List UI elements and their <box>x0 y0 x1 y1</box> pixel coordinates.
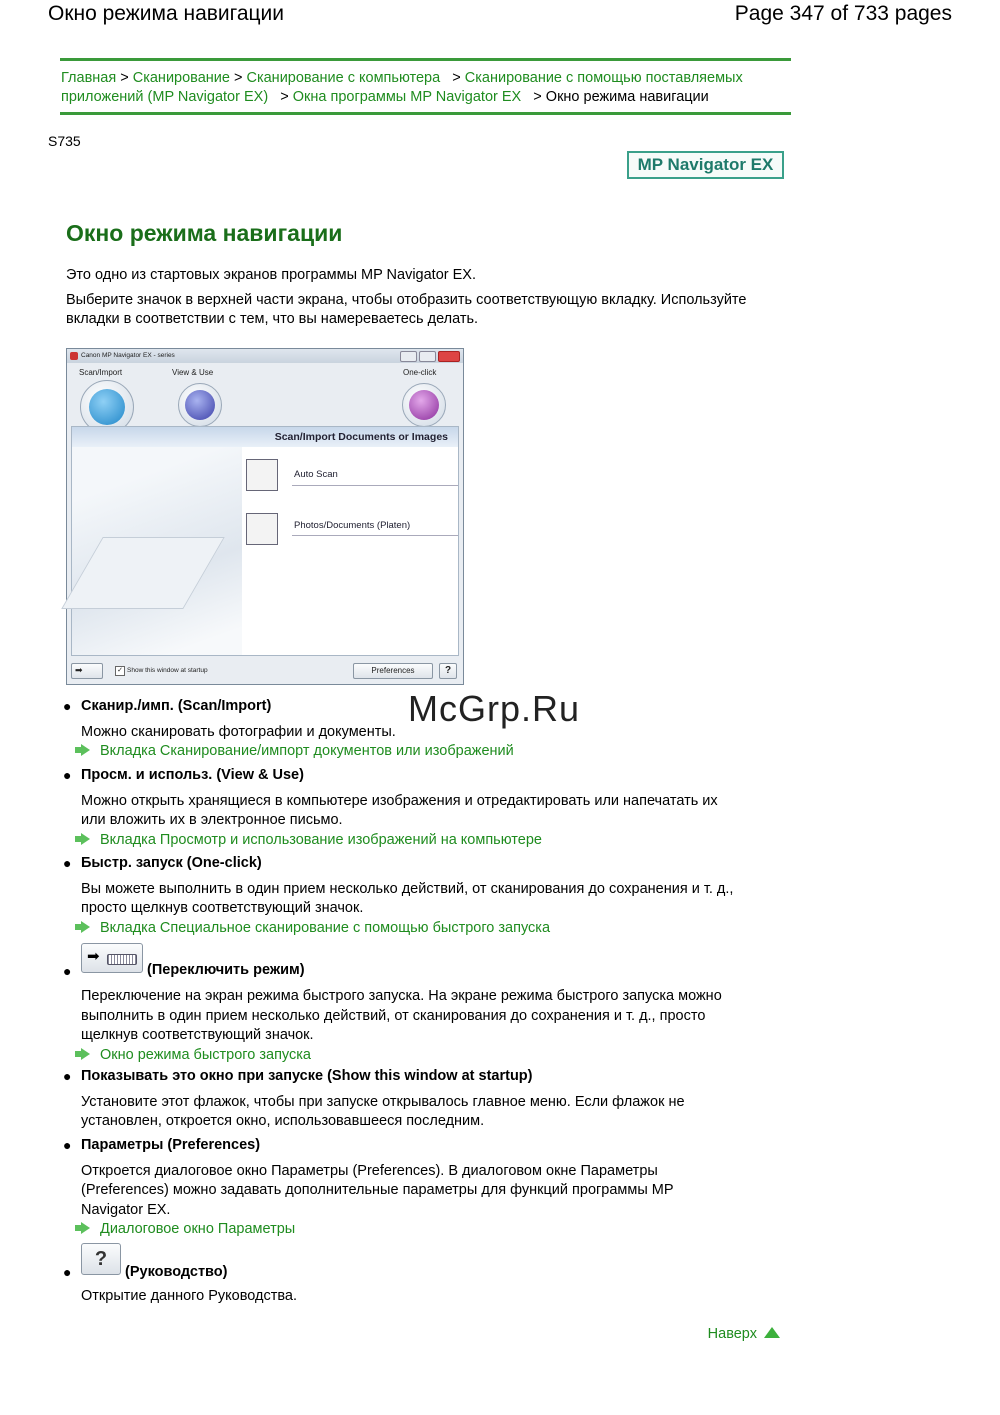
item-link[interactable] <box>81 1046 781 1066</box>
scanner-lid-shape <box>61 537 225 609</box>
bullet: ● <box>63 1137 72 1153</box>
item-text: выполнить в один прием несколько действий, от сканирования до сохранения и т. д., просто <box>81 1007 706 1024</box>
item-title: Параметры (Preferences) <box>81 1137 261 1153</box>
green-arrow-icon <box>81 921 97 933</box>
item-title-row <box>81 943 781 977</box>
breadcrumb-home[interactable]: Главная <box>61 70 117 86</box>
item-title: (Руководство) <box>125 1264 228 1280</box>
bullet: ● <box>63 1068 72 1084</box>
option-auto-scan[interactable]: Auto Scan <box>294 469 338 480</box>
item-link-text: Вкладка Специальное сканирование с помощью быстрого запуска <box>100 919 551 936</box>
help-icon: ? <box>81 1243 121 1275</box>
intro-line-3: вкладки в соответствии с тем, что вы намереваетесь делать. <box>66 311 479 327</box>
item-link[interactable] <box>81 831 781 851</box>
help-button[interactable]: ? <box>439 663 457 679</box>
list-item <box>63 1243 781 1307</box>
header-title: Окно режима навигации <box>48 2 285 25</box>
item-link-text: Окно режима быстрого запуска <box>100 1046 311 1063</box>
breadcrumb-scan-from-computer[interactable]: Сканирование с компьютера <box>246 70 441 86</box>
arrow-right-icon: ➡ <box>87 948 100 965</box>
intro-line-2: Выберите значок в верхней части экрана, чтобы отобразить соответствующую вкладку. Используйте <box>66 292 747 308</box>
item-link-text: Вкладка Сканирование/импорт документов или изображений <box>100 743 514 759</box>
item-title: Сканир./имп. (Scan/Import) <box>81 698 272 714</box>
back-to-top-label: Наверх <box>707 1326 757 1342</box>
breadcrumb-separator: > <box>452 70 461 86</box>
breadcrumb-scanning[interactable]: Сканирование <box>132 70 230 86</box>
list-item <box>63 854 781 938</box>
scanner-illustration <box>72 447 242 655</box>
tab-scan-import-label: Scan/Import <box>79 368 123 377</box>
switch-mode-icon <box>81 943 143 973</box>
show-at-startup-checkbox[interactable]: ✓ <box>115 666 125 676</box>
show-at-startup-label: Show this window at startup <box>127 667 208 674</box>
list-item <box>63 943 781 1065</box>
breadcrumb-scan-with-apps-line2: приложений (MP Navigator EX) <box>61 89 269 105</box>
item-title-row <box>81 1243 781 1280</box>
item-title: Показывать это окно при запуске (Show this window at startup) <box>81 1068 533 1084</box>
bullet: ● <box>63 767 72 783</box>
tab-one-click[interactable] <box>402 383 446 427</box>
one-click-icon <box>409 390 439 420</box>
item-text: щелкнув соответствующий значок. <box>81 1027 314 1043</box>
green-arrow-icon <box>81 744 97 756</box>
product-badge: MP Navigator EX <box>627 151 784 179</box>
item-text: Вы можете выполнить в один прием несколько действий, от сканирования до сохранения и т. д., <box>81 880 734 897</box>
item-text: Переключение на экран режима быстрого запуска. На экране режима быстрого запуска можно <box>81 988 722 1004</box>
maximize-icon[interactable] <box>419 351 436 362</box>
list-item <box>63 1067 781 1132</box>
item-text: Можно открыть хранящиеся в компьютере изображения и отредактировать или напечатать их <box>81 792 718 809</box>
watermark: McGrp.Ru <box>408 688 581 729</box>
tab-one-click-label: One-click <box>403 368 437 377</box>
option-divider <box>292 535 458 536</box>
page-title: Окно режима навигации <box>66 220 343 246</box>
scanner-icon <box>89 389 125 425</box>
bullet: ● <box>63 698 72 714</box>
panel-header: Scan/Import Documents or Images <box>72 427 458 447</box>
item-text: Navigator EX. <box>81 1201 171 1218</box>
preferences-button[interactable] <box>353 663 433 679</box>
switch-mode-button[interactable] <box>71 663 103 679</box>
option-divider <box>292 485 458 486</box>
item-text: Открытие данного Руководства. <box>81 1288 298 1304</box>
item-text: Можно сканировать фотографии и документы. <box>81 723 396 740</box>
green-arrow-icon <box>81 1222 97 1234</box>
tab-view-use[interactable] <box>178 383 222 427</box>
bullet: ● <box>63 1264 72 1280</box>
window-title: Canon MP Navigator EX - series <box>67 349 463 363</box>
model-label: S735 <box>48 133 81 149</box>
breadcrumb <box>60 58 791 115</box>
item-title: Быстр. запуск (One-click) <box>81 855 262 871</box>
option-photos-documents[interactable]: Photos/Documents (Platen) <box>294 520 411 531</box>
list-item <box>63 766 781 850</box>
breadcrumb-separator: > <box>120 70 129 86</box>
item-text: установлен, откроется окно, использовавшееся последним. <box>81 1113 485 1129</box>
breadcrumb-scan-with-apps-line1: Сканирование с помощью поставляемых <box>464 70 743 86</box>
breadcrumb-separator: > <box>533 89 542 105</box>
arrow-right-icon: ➡ <box>75 665 83 675</box>
item-link[interactable] <box>81 1220 781 1240</box>
breadcrumb-separator: > <box>233 70 243 86</box>
item-title: Просм. и использ. (View & Use) <box>81 767 304 783</box>
green-arrow-icon <box>81 833 97 845</box>
window-bottom-bar <box>71 660 459 680</box>
item-text: Установите этот флажок, чтобы при запуске открывалось главное меню. Если флажок не <box>81 1093 685 1110</box>
item-text: Откроется диалоговое окно Параметры (Preferences). В диалоговом окне Параметры <box>81 1162 658 1179</box>
item-text: или вложить их в электронное письмо. <box>81 812 343 828</box>
keyboard-icon <box>107 954 137 965</box>
breadcrumb-separator: > <box>280 89 289 105</box>
tab-view-use-label: View & Use <box>172 368 214 377</box>
item-title: (Переключить режим) <box>147 962 305 978</box>
photos-documents-icon <box>246 513 278 545</box>
item-link[interactable] <box>81 742 781 762</box>
bullet: ● <box>63 963 72 979</box>
item-link-text: Вкладка Просмотр и использование изображений на компьютере <box>100 831 542 848</box>
up-triangle-icon <box>764 1327 780 1338</box>
item-text: (Preferences) можно задавать дополнительные параметры для функций программы MP <box>81 1182 674 1198</box>
green-arrow-icon <box>81 1048 97 1060</box>
list-item <box>63 1136 781 1240</box>
bullet: ● <box>63 855 72 871</box>
minimize-icon[interactable] <box>400 351 417 362</box>
item-link[interactable] <box>81 919 781 939</box>
view-use-icon <box>185 390 215 420</box>
preferences-label: Preferences <box>371 666 415 675</box>
breadcrumb-program-windows[interactable]: Окна программы MP Navigator EX <box>292 89 522 105</box>
intro-line-1: Это одно из стартовых экранов программы MP Navigator EX. <box>66 267 476 283</box>
item-text: просто щелкнув соответствующий значок. <box>81 900 364 916</box>
close-icon[interactable] <box>438 351 460 362</box>
auto-scan-icon <box>246 459 278 491</box>
app-icon <box>70 352 78 360</box>
scan-import-panel <box>71 426 459 656</box>
navigator-window-screenshot <box>66 348 464 685</box>
breadcrumb-current: Окно режима навигации <box>545 89 709 105</box>
item-link-text: Диалоговое окно Параметры <box>100 1221 296 1237</box>
back-to-top-link[interactable] <box>708 1326 780 1342</box>
page-counter: Page 347 of 733 pages <box>734 2 952 25</box>
